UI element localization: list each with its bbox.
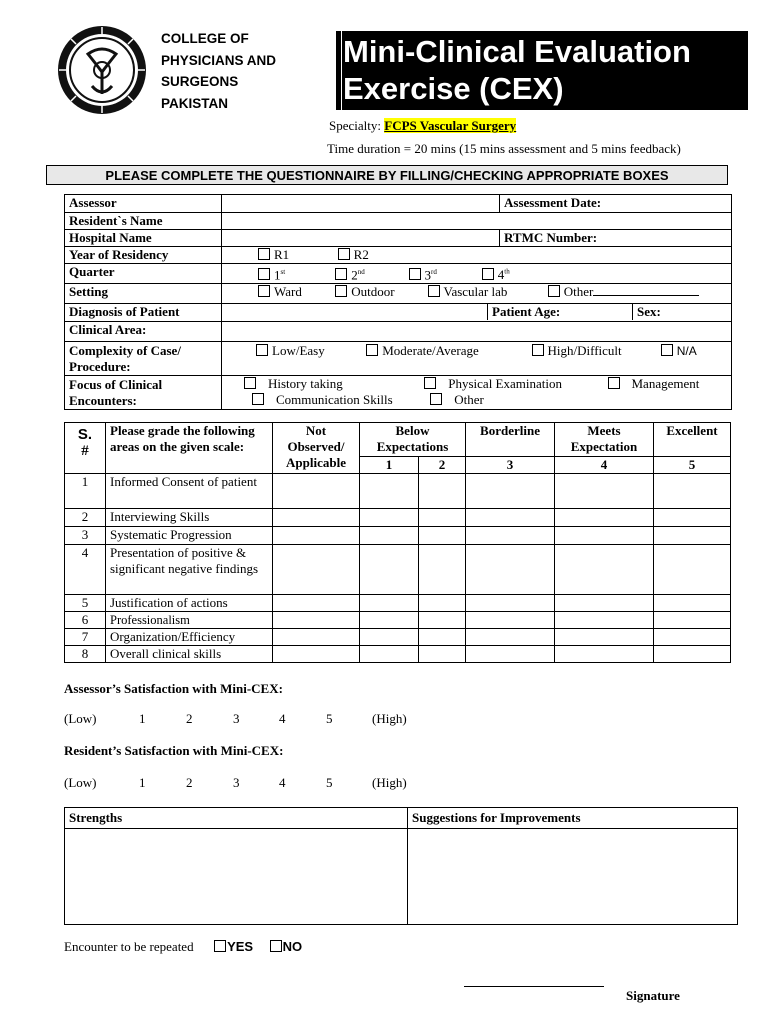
focus-options [222, 376, 732, 410]
grade-cell[interactable] [419, 612, 466, 629]
specialty-value: FCPS Vascular Surgery [384, 118, 517, 133]
checkbox-icon[interactable] [214, 940, 226, 952]
repeat-no-option[interactable]: NO [270, 939, 303, 954]
row-number: 8 [65, 646, 106, 663]
below-expectations-header: Below Expectations [360, 423, 466, 457]
row-label: Informed Consent of patient [106, 474, 273, 509]
title-line-1: Mini-Clinical Evaluation [343, 34, 691, 69]
form-title-box [336, 31, 748, 110]
checkbox-icon[interactable] [258, 248, 270, 260]
hospital-name-field[interactable] [222, 230, 500, 247]
grade-cell[interactable] [555, 595, 654, 612]
scale-point[interactable]: 3 [233, 711, 240, 726]
signature-line[interactable] [464, 986, 604, 987]
grade-cell[interactable] [654, 509, 731, 527]
sex-label[interactable]: Sex: [637, 304, 661, 320]
college-seal-logo [56, 24, 148, 116]
grade-cell[interactable] [466, 629, 555, 646]
assessor-field[interactable] [222, 195, 500, 213]
scale-high-label: (High) [372, 711, 407, 726]
grade-cell[interactable] [555, 474, 654, 509]
feedback-table [64, 807, 738, 925]
grade-cell[interactable] [654, 629, 731, 646]
setting-option-other[interactable]: Other [548, 284, 700, 299]
table-row [65, 612, 731, 629]
scale-low-label: (Low) [64, 775, 97, 790]
table-row [65, 474, 731, 509]
hospital-name-label: Hospital Name [65, 230, 222, 247]
college-line: PHYSICIANS AND [161, 52, 277, 68]
specialty-label: Specialty: [329, 118, 381, 133]
rtmc-number-label[interactable]: RTMC Number: [500, 230, 732, 247]
scale-low-label: (Low) [64, 711, 97, 726]
row-number: 1 [65, 474, 106, 509]
checkbox-icon[interactable] [430, 393, 442, 405]
form-title [343, 33, 691, 107]
borderline-header: Borderline [466, 423, 555, 457]
grade-cell[interactable] [466, 509, 555, 527]
grade-cell[interactable] [419, 629, 466, 646]
row-label: Organization/Efficiency [106, 629, 273, 646]
row-number: 4 [65, 545, 106, 595]
row-label: Justification of actions [106, 595, 273, 612]
assessment-date-label[interactable]: Assessment Date: [500, 195, 732, 213]
scale-point[interactable]: 2 [186, 711, 193, 726]
quarter-options [222, 264, 732, 284]
grade-cell[interactable] [555, 629, 654, 646]
year-option-r1[interactable]: R1 [258, 247, 289, 262]
focus-history-taking[interactable]: History taking [244, 376, 421, 392]
row-label: Overall clinical skills [106, 646, 273, 663]
table-row [65, 527, 731, 545]
grade-cell[interactable] [360, 509, 419, 527]
grade-cell[interactable] [273, 595, 360, 612]
college-name [161, 28, 276, 114]
row-number: 7 [65, 629, 106, 646]
suggestions-header: Suggestions for Improvements [408, 808, 738, 829]
grade-cell[interactable] [360, 612, 419, 629]
grade-cell[interactable] [273, 509, 360, 527]
focus-communication-skills[interactable]: Communication Skills [252, 392, 427, 408]
grade-cell[interactable] [360, 545, 419, 595]
scale-point[interactable]: 5 [326, 711, 333, 726]
grade-cell[interactable] [555, 545, 654, 595]
instructions-banner: PLEASE COMPLETE THE QUESTIONNAIRE BY FILLING/CHECKING APPROPRIATE BOXES [46, 165, 728, 185]
row-label: Presentation of positive & significant negative findings [106, 545, 273, 595]
row-number: 3 [65, 527, 106, 545]
meets-expectation-header: Meets Expectation [555, 423, 654, 457]
quarter-label: Quarter [65, 264, 222, 284]
table-row [65, 545, 731, 595]
time-duration: Time duration = 20 mins (15 mins assessment and 5 mins feedback) [327, 141, 681, 156]
assessor-label: Assessor [65, 195, 222, 213]
focus-physical-exam[interactable]: Physical Examination [424, 376, 604, 392]
area-header: Please grade the following areas on the given scale: [106, 423, 273, 474]
checkbox-icon[interactable] [608, 377, 620, 389]
checkbox-icon[interactable] [335, 285, 347, 297]
patient-age-label[interactable]: Patient Age: [488, 304, 633, 320]
college-line: PAKISTAN [161, 95, 228, 111]
grade-cell[interactable] [555, 527, 654, 545]
scale-point[interactable]: 1 [139, 775, 146, 790]
grade-cell[interactable] [654, 527, 731, 545]
grade-cell[interactable] [466, 474, 555, 509]
grade-cell[interactable] [419, 527, 466, 545]
scale-point[interactable]: 3 [233, 775, 240, 790]
table-row [65, 646, 731, 663]
checkbox-icon[interactable] [252, 393, 264, 405]
scale-point[interactable]: 2 [186, 775, 193, 790]
year-options [222, 247, 732, 264]
title-line-2: Exercise (CEX) [343, 71, 564, 106]
scale-point[interactable]: 5 [326, 775, 333, 790]
resident-satisfaction-heading: Resident’s Satisfaction with Mini-CEX: [64, 743, 284, 758]
scale-4: 4 [555, 457, 654, 474]
diagnosis-label: Diagnosis of Patient [65, 304, 222, 322]
year-of-residency-label: Year of Residency [65, 247, 222, 264]
resident-name-label: Resident`s Name [65, 213, 222, 230]
grade-cell[interactable] [466, 527, 555, 545]
grade-cell[interactable] [360, 629, 419, 646]
row-label: Professionalism [106, 612, 273, 629]
grade-cell[interactable] [555, 509, 654, 527]
focus-label: Focus of Clinical Encounters: [65, 376, 222, 410]
scale-point[interactable]: 1 [139, 711, 146, 726]
signature-label: Signature [626, 988, 680, 1003]
checkbox-icon[interactable] [424, 377, 436, 389]
grade-cell[interactable] [273, 474, 360, 509]
grade-cell[interactable] [360, 595, 419, 612]
strengths-field[interactable] [65, 829, 408, 925]
clinical-area-field[interactable] [222, 322, 732, 342]
college-line: SURGEONS [161, 74, 239, 89]
year-option-r2[interactable]: R2 [338, 247, 369, 262]
row-label: Interviewing Skills [106, 509, 273, 527]
grade-cell[interactable] [360, 474, 419, 509]
diagnosis-row [222, 304, 732, 322]
complexity-options [222, 342, 732, 376]
checkbox-icon[interactable] [366, 344, 378, 356]
strengths-header: Strengths [65, 808, 408, 829]
table-row [65, 595, 731, 612]
complexity-high[interactable]: High/Difficult [532, 343, 658, 359]
row-number: 6 [65, 612, 106, 629]
grade-cell[interactable] [654, 646, 731, 663]
grade-cell[interactable] [360, 646, 419, 663]
encounter-repeat-row [64, 939, 302, 955]
encounter-info-table [64, 194, 732, 410]
grade-cell[interactable] [466, 646, 555, 663]
grade-cell[interactable] [273, 527, 360, 545]
focus-management[interactable]: Management [608, 376, 700, 391]
grade-cell[interactable] [360, 527, 419, 545]
scale-3: 3 [466, 457, 555, 474]
table-row [65, 629, 731, 646]
assessor-satisfaction-heading: Assessor’s Satisfaction with Mini-CEX: [64, 681, 283, 696]
grade-cell[interactable] [273, 612, 360, 629]
quarter-option-2[interactable]: 2nd [335, 264, 405, 283]
scale-5: 5 [654, 457, 731, 474]
assessor-satisfaction-scale [64, 711, 407, 727]
checkbox-icon[interactable] [256, 344, 268, 356]
complexity-low[interactable]: Low/Easy [256, 343, 363, 359]
college-line: COLLEGE OF [161, 31, 249, 46]
quarter-option-4[interactable]: 4th [482, 267, 510, 282]
checkbox-icon[interactable] [338, 248, 350, 260]
grade-cell[interactable] [273, 545, 360, 595]
grade-cell[interactable] [555, 646, 654, 663]
scale-2: 2 [419, 457, 466, 474]
scale-point[interactable]: 4 [279, 775, 286, 790]
repeat-label: Encounter to be repeated [64, 939, 194, 954]
grade-cell[interactable] [466, 595, 555, 612]
suggestions-field[interactable] [408, 829, 738, 925]
grade-cell[interactable] [654, 545, 731, 595]
scale-1: 1 [360, 457, 419, 474]
sno-header: S. # [65, 423, 106, 474]
grade-cell[interactable] [654, 612, 731, 629]
grade-cell[interactable] [654, 595, 731, 612]
grade-cell[interactable] [654, 474, 731, 509]
setting-label: Setting [65, 284, 222, 304]
grade-cell[interactable] [466, 545, 555, 595]
setting-options [222, 284, 732, 304]
checkbox-icon[interactable] [335, 268, 347, 280]
grade-cell[interactable] [555, 612, 654, 629]
excellent-header: Excellent [654, 423, 731, 457]
other-blank-line[interactable] [593, 285, 699, 296]
specialty-line [329, 118, 516, 134]
grade-cell[interactable] [273, 629, 360, 646]
grade-cell[interactable] [419, 509, 466, 527]
row-number: 5 [65, 595, 106, 612]
focus-other[interactable]: Other [430, 392, 484, 407]
complexity-na[interactable]: N/A [661, 344, 697, 358]
quarter-option-3[interactable]: 3rd [409, 264, 479, 283]
complexity-moderate[interactable]: Moderate/Average [366, 343, 528, 359]
setting-option-vascular-lab[interactable]: Vascular lab [428, 284, 545, 300]
setting-option-ward[interactable]: Ward [258, 284, 332, 300]
repeat-yes-option[interactable]: YES [214, 939, 253, 954]
scale-point[interactable]: 4 [279, 711, 286, 726]
checkbox-icon[interactable] [428, 285, 440, 297]
scale-high-label: (High) [372, 775, 407, 790]
quarter-option-1[interactable]: 1st [258, 264, 332, 283]
grading-table [64, 422, 731, 663]
checkbox-icon[interactable] [270, 940, 282, 952]
grade-cell[interactable] [419, 474, 466, 509]
grade-cell[interactable] [419, 595, 466, 612]
checkbox-icon[interactable] [661, 344, 673, 356]
checkbox-icon[interactable] [548, 285, 560, 297]
row-label: Systematic Progression [106, 527, 273, 545]
checkbox-icon[interactable] [409, 268, 421, 280]
resident-satisfaction-scale [64, 775, 407, 791]
clinical-area-label: Clinical Area: [65, 322, 222, 342]
setting-option-outdoor[interactable]: Outdoor [335, 284, 424, 300]
checkbox-icon[interactable] [532, 344, 544, 356]
grade-cell[interactable] [419, 646, 466, 663]
grade-cell[interactable] [466, 612, 555, 629]
grade-cell[interactable] [419, 545, 466, 595]
checkbox-icon[interactable] [258, 285, 270, 297]
table-row [65, 509, 731, 527]
checkbox-icon[interactable] [482, 268, 494, 280]
resident-name-field[interactable] [222, 213, 732, 230]
diagnosis-field[interactable] [222, 304, 488, 320]
grade-cell[interactable] [273, 646, 360, 663]
complexity-label: Complexity of Case/ Procedure: [65, 342, 222, 376]
row-number: 2 [65, 509, 106, 527]
checkbox-icon[interactable] [258, 268, 270, 280]
checkbox-icon[interactable] [244, 377, 256, 389]
not-observed-header: Not Observed/ Applicable [273, 423, 360, 474]
